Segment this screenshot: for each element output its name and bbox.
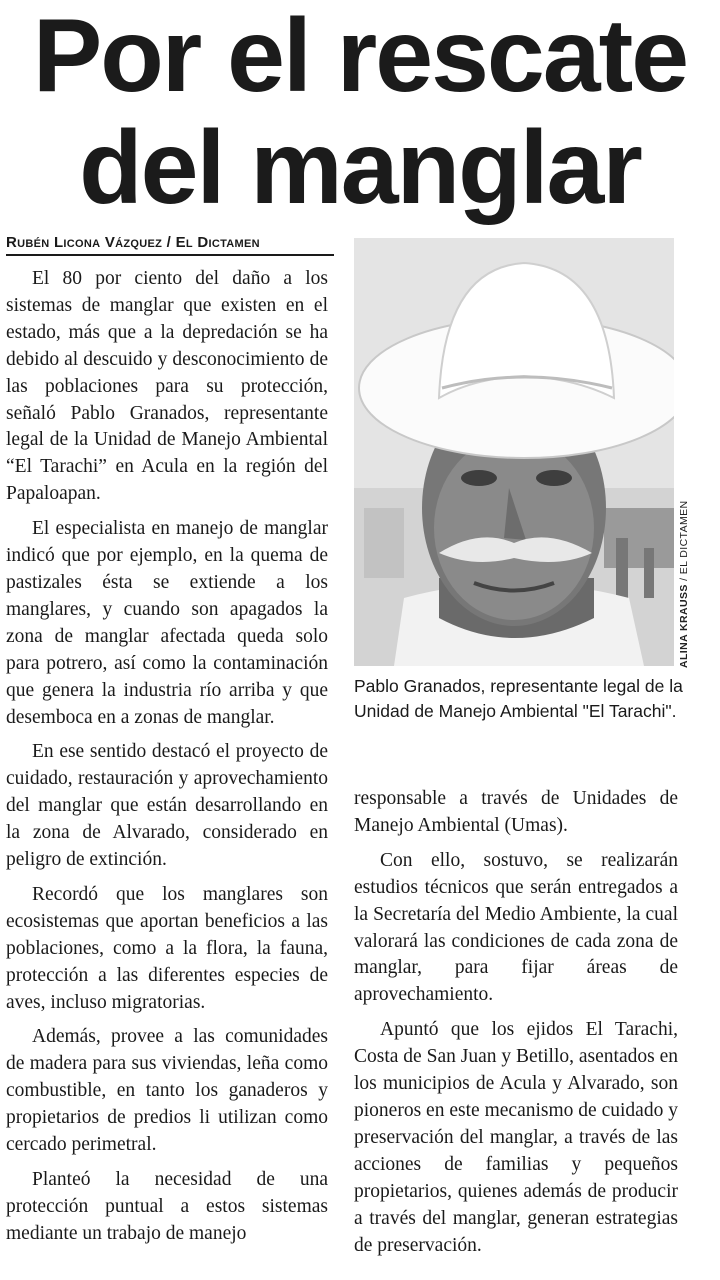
paragraph: Planteó la necesidad de una protección puntual a estos sistemas mediante un trabajo de manejo <box>6 1169 328 1244</box>
article-column-left <box>6 266 328 1256</box>
paragraph: responsable a través de Unidades de Manejo Ambiental (Umas). <box>354 788 678 836</box>
paragraph: El 80 por ciento del daño a los sistemas de manglar que existen en el estado, más que a la depredación se ha debido al descuido y desconocimiento de las poblaciones para su protección, señaló Pablo Granados, representante legal de la Unidad de Manejo Ambiental “El Tarachi” en Acula en la región del Papaloapan. <box>6 268 328 505</box>
paragraph: Con ello, sostuvo, se realizarán estudios técnicos que serán entregados a la Secretaría del Medio Ambiente, la cual valorará las condiciones de cada zona de manglar, para fijar áreas de aprovechamiento. <box>354 849 678 1006</box>
photo-caption: Pablo Granados, representante legal de la Unidad de Manejo Ambiental "El Tarachi". <box>354 676 683 721</box>
photo-credit-author: ALINA KRAUSS <box>678 584 690 668</box>
portrait-photo <box>354 238 674 666</box>
photo-credit <box>678 500 690 668</box>
headline-line-2: del manglar <box>79 110 641 226</box>
paragraph: El especialista en manejo de manglar indicó que por ejemplo, en la quema de pastizales ésta se extiende a los manglares, y cuando son apagados la zona de manglar afectada queda solo para potrero, así como la contaminación que genera la industria río arriba y que desemboca en a zonas de manglar. <box>6 518 328 728</box>
portrait-illustration <box>354 238 674 666</box>
article-column-right <box>354 786 678 1267</box>
headline-line-1: Por el rescate <box>32 0 688 114</box>
headline <box>0 0 720 224</box>
photo-credit-outlet: EL DICTAMEN <box>678 500 690 575</box>
paragraph: Recordó que los manglares son ecosistemas que aportan beneficios a las poblaciones, como a la flora, la fauna, protección a las diferentes especies de aves, incluso migratorias. <box>6 883 328 1013</box>
byline: Rubén Licona Vázquez / El Dictamen <box>6 234 334 256</box>
photo-credit-separator: / <box>678 574 690 585</box>
paragraph: Apuntó que los ejidos El Tarachi, Costa de San Juan y Betillo, asentados en los municipios de Acula y Alvarado, son pioneros en este mecanismo de cuidado y preservación del manglar, a través de las acciones de familias y pequeños propietarios, quienes además de producir a través del manglar, generan estrategias de preservación. <box>354 1019 678 1256</box>
paragraph: En ese sentido destacó el proyecto de cuidado, restauración y aprovechamiento del manglar que están desarrollando en la zona de Alvarado, considerado en peligro de extinción. <box>6 741 328 871</box>
paragraph: Además, provee a las comunidades de madera para sus viviendas, leña como combustible, en tanto los ganaderos y propietarios de predios li utilizan como cercado perimetral. <box>6 1026 328 1156</box>
